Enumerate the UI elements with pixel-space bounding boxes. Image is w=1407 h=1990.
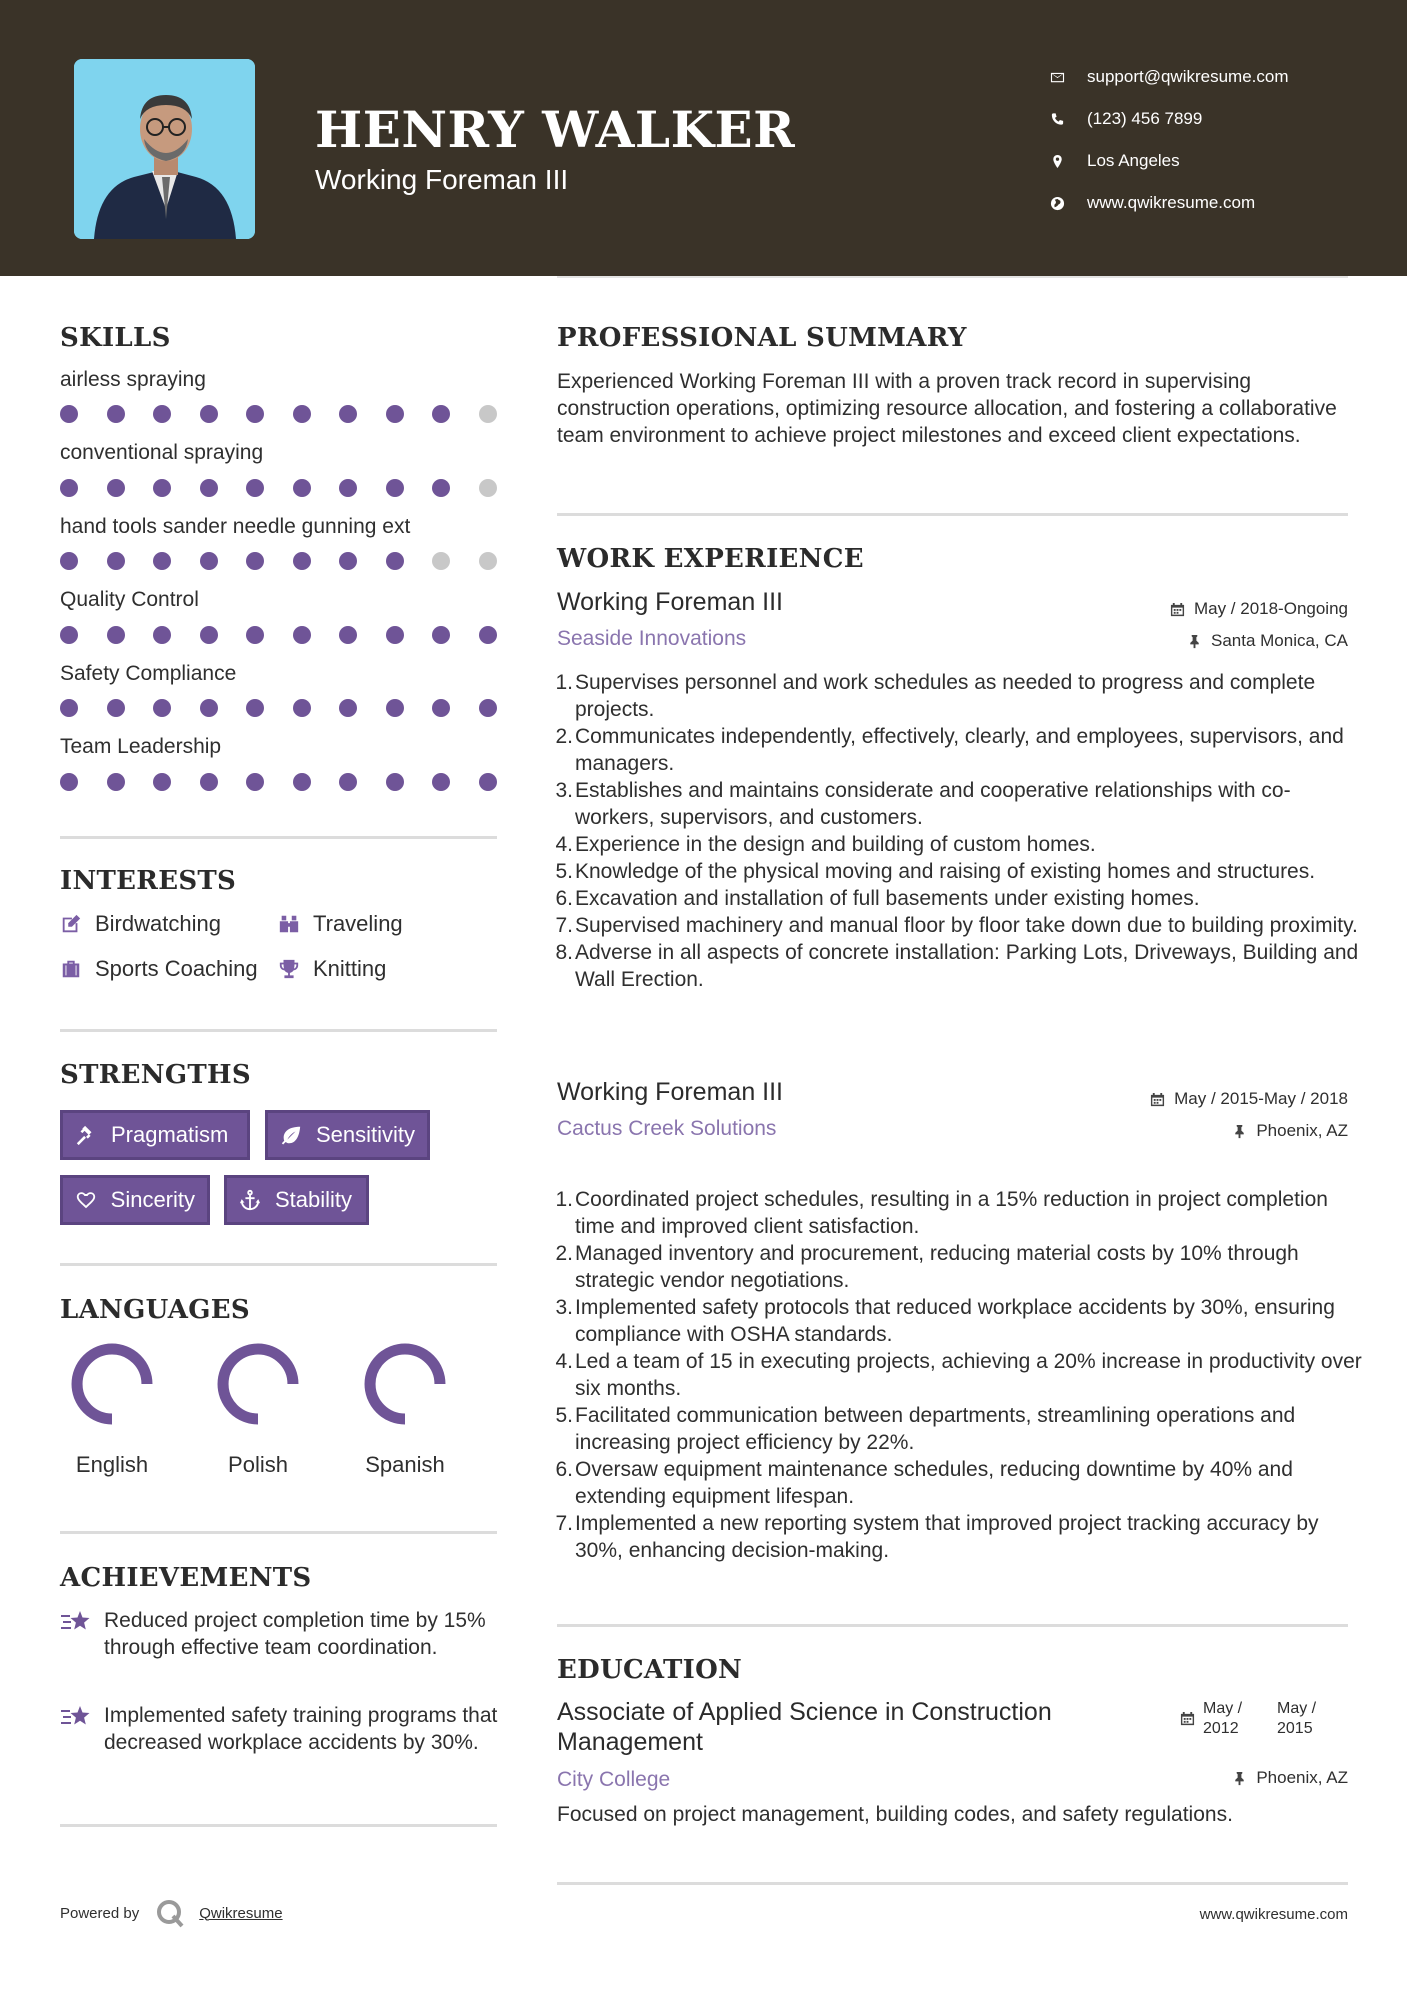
rating-dot-filled	[386, 552, 404, 570]
contact-list	[1050, 56, 1289, 224]
language-label: English	[75, 1452, 149, 1477]
contact-website-text: www.qwikresume.com	[1087, 193, 1256, 212]
rating-dot-filled	[107, 479, 125, 497]
job-dates	[1150, 1089, 1348, 1109]
rating-dot-filled	[386, 405, 404, 423]
interests-title: INTERESTS	[60, 866, 237, 896]
education-location-text: Phoenix, AZ	[1256, 1768, 1348, 1787]
duty-item: 7. Supervised machinery and manual floor by floor take down due to building proximity.	[555, 914, 1358, 937]
resume-header	[0, 0, 1407, 276]
interest-label: Knitting	[313, 956, 387, 981]
duty-item: 5. Knowledge of the physical moving and raising of existing homes and structures.	[555, 860, 1316, 883]
language-ring	[212, 1338, 304, 1430]
job-location-text: Phoenix, AZ	[1256, 1121, 1348, 1140]
summary-text: Experienced Working Foreman III with a proven track record in supervising construction operations, optimizing resource allocation, and fostering a collaborative team environment to achieve project milestones and exceed client expectations.	[557, 370, 1337, 447]
section-divider	[60, 1824, 497, 1827]
anchor-icon	[239, 1188, 265, 1212]
education-dates	[1180, 1699, 1351, 1739]
skill-rating	[60, 405, 500, 425]
rating-dot-filled	[60, 479, 78, 497]
skill-name: conventional spraying	[60, 441, 264, 464]
rating-dot-filled	[60, 552, 78, 570]
section-divider	[60, 1531, 497, 1534]
achievement-item	[60, 1607, 500, 1661]
rating-dot-empty	[479, 479, 497, 497]
rating-dot-filled	[339, 552, 357, 570]
rating-dot-filled	[153, 773, 171, 791]
duty-item: 2. Managed inventory and procurement, reducing material costs by 10% through strategic vendor negotiations.	[555, 1242, 1299, 1292]
profile-photo	[74, 59, 255, 239]
skill-rating	[60, 479, 500, 499]
person-photo-icon	[74, 59, 255, 239]
skill-rating	[60, 626, 500, 646]
skill-name: Quality Control	[60, 588, 199, 611]
rating-dot-filled	[200, 699, 218, 717]
rating-dot-filled	[153, 405, 171, 423]
achievement-text: Implemented safety training programs that decreased workplace accidents by 30%.	[104, 1704, 498, 1754]
section-divider	[60, 1029, 497, 1032]
language-arc	[77, 1349, 147, 1419]
language-item	[57, 1338, 167, 1478]
rating-dot-filled	[293, 479, 311, 497]
rating-dot-filled	[153, 626, 171, 644]
strength-label: Sincerity	[110, 1187, 195, 1212]
strengths-title: STRENGTHS	[60, 1060, 251, 1090]
achievement-item	[60, 1702, 500, 1756]
strength-label: Pragmatism	[111, 1122, 229, 1147]
company-name: Cactus Creek Solutions	[557, 1117, 777, 1140]
qwikresume-link[interactable]: Qwikresume	[199, 1904, 283, 1922]
skill-name: Safety Compliance	[60, 662, 237, 685]
header-divider	[557, 276, 1348, 278]
skill-rating	[60, 699, 500, 719]
skill-name: airless spraying	[60, 368, 206, 391]
qwikresume-logo-icon	[155, 1898, 185, 1928]
duty-item: 4. Experience in the design and building of custom homes.	[555, 833, 1096, 856]
rating-dot-filled	[246, 405, 264, 423]
candidate-title: Working Foreman III	[315, 164, 569, 195]
globe-icon	[1050, 196, 1087, 211]
rating-dot-filled	[200, 405, 218, 423]
phone-icon	[1050, 112, 1087, 127]
education-description: Focused on project management, building codes, and safety regulations.	[557, 1803, 1233, 1826]
interest-item	[60, 911, 221, 937]
pushpin-icon	[1232, 1771, 1247, 1786]
education-end	[1277, 1699, 1351, 1739]
rating-dot-filled	[293, 626, 311, 644]
rating-dot-filled	[200, 626, 218, 644]
rating-dot-filled	[246, 626, 264, 644]
language-item	[203, 1338, 313, 1478]
job-dates-text: May / 2018-Ongoing	[1193, 599, 1348, 618]
section-divider	[60, 1263, 497, 1266]
contact-email-text: support@qwikresume.com	[1087, 67, 1289, 86]
calendar-icon	[1170, 602, 1185, 617]
school-name: City College	[557, 1768, 671, 1791]
company-name: Seaside Innovations	[557, 627, 747, 650]
rating-dot-filled	[339, 405, 357, 423]
rating-dot-filled	[386, 626, 404, 644]
shooting-star-icon	[60, 1607, 104, 1661]
language-ring	[66, 1338, 158, 1430]
rating-dot-filled	[432, 773, 450, 791]
rating-dot-filled	[386, 773, 404, 791]
job-duties	[555, 1186, 1365, 1564]
rating-dot-filled	[293, 699, 311, 717]
section-divider	[557, 513, 1348, 516]
rating-dot-empty	[479, 405, 497, 423]
job-dates-text: May / 2015-May / 2018	[1174, 1089, 1348, 1108]
job-title: Working Foreman III	[557, 1078, 784, 1106]
skill-name: hand tools sander needle gunning ext	[60, 515, 411, 538]
experience-title: WORK EXPERIENCE	[557, 544, 864, 574]
duty-item: 1. Coordinated project schedules, resulting in a 15% reduction in project completion time and improved client satisfaction.	[555, 1188, 1328, 1238]
candidate-name: HENRY WALKER	[315, 100, 796, 159]
briefcase-icon	[60, 957, 95, 981]
rating-dot-filled	[107, 626, 125, 644]
languages-title: LANGUAGES	[60, 1295, 250, 1325]
strength-badge	[265, 1110, 430, 1160]
rating-dot-filled	[293, 773, 311, 791]
language-label: Polish	[228, 1452, 288, 1477]
education-end-month: May /	[1277, 1700, 1317, 1717]
skill-rating	[60, 552, 500, 572]
rating-dot-filled	[293, 405, 311, 423]
job-dates	[1170, 599, 1348, 619]
rating-dot-filled	[200, 552, 218, 570]
rating-dot-filled	[386, 479, 404, 497]
language-arc	[370, 1349, 440, 1419]
rating-dot-filled	[386, 699, 404, 717]
rating-dot-filled	[246, 479, 264, 497]
powered-by-text: Powered by	[60, 1904, 140, 1922]
job-duties	[555, 669, 1365, 993]
rating-dot-filled	[60, 699, 78, 717]
pushpin-icon	[1187, 634, 1202, 649]
achievement-text: Reduced project completion time by 15% through effective team coordination.	[104, 1609, 486, 1659]
job-location	[1232, 1121, 1348, 1141]
job-title: Working Foreman III	[557, 588, 784, 616]
duty-item: 2. Communicates independently, effectively, clearly, and employees, supervisors, and managers.	[555, 725, 1344, 775]
rating-dot-filled	[153, 552, 171, 570]
skills-title: SKILLS	[60, 323, 171, 353]
footer-website[interactable]: www.qwikresume.com	[1199, 1906, 1348, 1923]
strength-badge	[224, 1175, 369, 1225]
strength-label: Sensitivity	[315, 1122, 415, 1147]
duty-item: 4. Led a team of 15 in executing projects, achieving a 20% increase in productivity over six months.	[555, 1350, 1362, 1400]
rating-dot-filled	[339, 626, 357, 644]
language-arc	[223, 1349, 293, 1419]
envelope-icon	[1050, 70, 1087, 85]
language-ring	[359, 1338, 451, 1430]
rating-dot-filled	[339, 773, 357, 791]
rating-dot-filled	[246, 552, 264, 570]
interest-label: Traveling	[313, 911, 403, 936]
language-label: Spanish	[365, 1452, 445, 1477]
gavel-icon	[75, 1123, 101, 1147]
rating-dot-filled	[200, 479, 218, 497]
contact-phone[interactable]	[1050, 98, 1289, 140]
duty-item: 6. Oversaw equipment maintenance schedules, reducing downtime by 40% and extending equipment lifespan.	[555, 1458, 1293, 1508]
duty-item: 3. Establishes and maintains considerate and cooperative relationships with co-workers, supervisors, and customers.	[555, 779, 1291, 829]
rating-dot-filled	[200, 773, 218, 791]
degree-name: Associate of Applied Science in Construction Management	[557, 1698, 1052, 1756]
rating-dot-filled	[479, 699, 497, 717]
rating-dot-filled	[107, 552, 125, 570]
strength-badge	[60, 1175, 210, 1225]
rating-dot-filled	[153, 479, 171, 497]
contact-location	[1050, 140, 1289, 182]
interest-item	[278, 956, 386, 982]
pushpin-icon	[1232, 1124, 1247, 1139]
trophy-icon	[278, 957, 313, 981]
rating-dot-filled	[60, 405, 78, 423]
duty-item: 5. Facilitated communication between departments, streamlining operations and increasing project efficiency by 22%.	[555, 1404, 1296, 1454]
rating-dot-filled	[432, 405, 450, 423]
contact-phone-text: (123) 456 7899	[1087, 109, 1203, 128]
rating-dot-filled	[432, 479, 450, 497]
rating-dot-filled	[153, 699, 171, 717]
rating-dot-empty	[432, 552, 450, 570]
education-start-month: May /	[1203, 1700, 1243, 1717]
rating-dot-filled	[107, 405, 125, 423]
section-divider	[557, 1624, 1348, 1627]
rating-dot-filled	[293, 552, 311, 570]
strength-badge	[60, 1110, 250, 1160]
rating-dot-filled	[339, 699, 357, 717]
rating-dot-filled	[107, 699, 125, 717]
summary-title: PROFESSIONAL SUMMARY	[557, 323, 967, 353]
pencil-square-icon	[60, 912, 95, 936]
skill-name: Team Leadership	[60, 735, 222, 758]
rating-dot-filled	[479, 773, 497, 791]
achievements-title: ACHIEVEMENTS	[60, 1563, 312, 1593]
rating-dot-filled	[339, 479, 357, 497]
education-title: EDUCATION	[557, 1655, 743, 1685]
duty-item: 1. Supervises personnel and work schedules as needed to progress and complete projects.	[555, 671, 1316, 721]
shooting-star-icon	[60, 1702, 104, 1756]
contact-email[interactable]	[1050, 56, 1289, 98]
binoculars-icon	[278, 912, 313, 936]
rating-dot-filled	[107, 773, 125, 791]
job-location	[1187, 631, 1348, 651]
calendar-icon	[1180, 1711, 1195, 1726]
map-pin-icon	[1050, 154, 1087, 169]
leaf-icon	[280, 1123, 306, 1147]
interest-label: Sports Coaching	[95, 956, 258, 981]
skill-rating	[60, 773, 500, 793]
section-divider	[60, 836, 497, 839]
rating-dot-filled	[60, 626, 78, 644]
calendar-icon	[1150, 1092, 1165, 1107]
heart-icon	[75, 1188, 101, 1212]
education-location	[1232, 1768, 1348, 1788]
duty-item: 8. Adverse in all aspects of concrete installation: Parking Lots, Driveways, Building and Wall Erection.	[555, 941, 1359, 991]
rating-dot-filled	[246, 699, 264, 717]
education-start	[1203, 1699, 1277, 1739]
contact-location-text: Los Angeles	[1087, 151, 1180, 170]
duty-item: 6. Excavation and installation of full basements under existing homes.	[555, 887, 1200, 910]
rating-dot-filled	[479, 626, 497, 644]
strength-label: Stability	[275, 1187, 353, 1212]
rating-dot-filled	[246, 773, 264, 791]
education-start-year: 2012	[1203, 1720, 1239, 1737]
rating-dot-empty	[479, 552, 497, 570]
duty-item: 7. Implemented a new reporting system that improved project tracking accuracy by 30%, enhancing decision-making.	[555, 1512, 1319, 1562]
job-location-text: Santa Monica, CA	[1210, 631, 1348, 650]
rating-dot-filled	[60, 773, 78, 791]
rating-dot-filled	[432, 626, 450, 644]
education-end-year: 2015	[1277, 1720, 1313, 1737]
duty-item: 3. Implemented safety protocols that reduced workplace accidents by 30%, ensuring compliance with OSHA standards.	[555, 1296, 1335, 1346]
footer-powered-by	[60, 1898, 283, 1928]
rating-dot-filled	[432, 699, 450, 717]
section-divider	[557, 1882, 1348, 1885]
contact-website[interactable]	[1050, 182, 1289, 224]
language-item	[350, 1338, 460, 1478]
interest-label: Birdwatching	[95, 911, 221, 936]
interest-item	[60, 956, 258, 982]
interest-item	[278, 911, 403, 937]
